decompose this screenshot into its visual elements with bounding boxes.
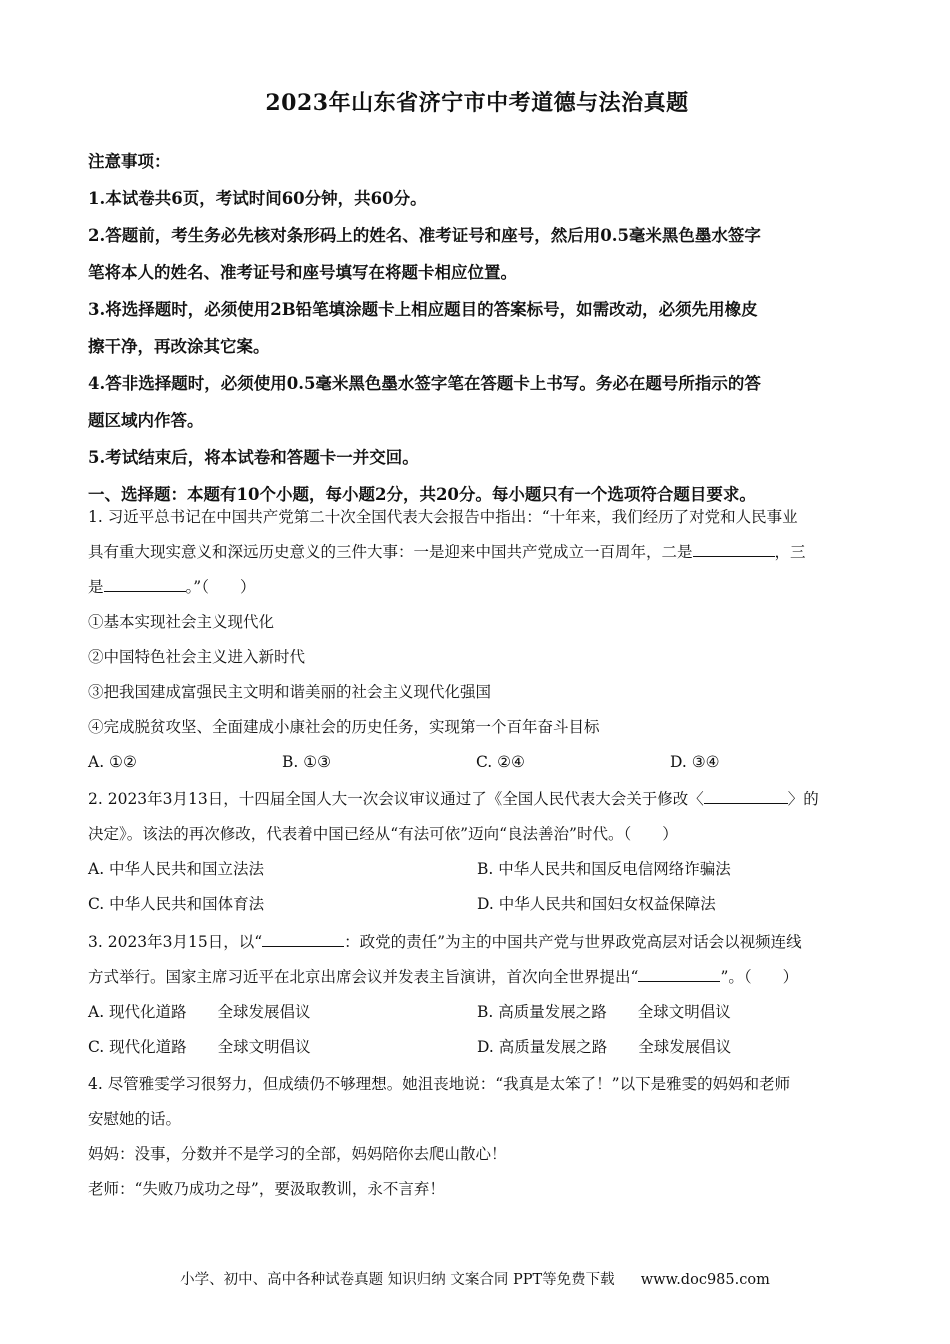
q1-statement: ④完成脱贫攻坚、全面建成小康社会的历史任务，实现第一个百年奋斗目标 (88, 718, 600, 736)
page-title: 2023年山东省济宁市中考道德与法治真题 (265, 90, 689, 116)
q1-line (88, 535, 866, 570)
q3-text: 3. 2023年3月15日，以“ (88, 933, 263, 951)
q1-text: 具有重大现实意义和深远历史意义的三件大事：一是迎来中国共产党成立一百周年，二是 (88, 543, 693, 561)
option-b: B. 中华人民共和国反电信网络诈骗法 (477, 860, 731, 878)
q4-line: 4. 尽管雅雯学习很努力，但成绩仍不够理想。她沮丧地说：“我真是太笨了！”以下是雅雯的妈妈和老师 (88, 1075, 791, 1093)
q3-options-row (88, 1030, 866, 1065)
q4-line: 老师：“失败乃成功之母”，要汲取教训，永不言弃！ (88, 1180, 445, 1198)
q1-line: 1. 习近平总书记在中国共产党第二十次全国代表大会报告中指出：“十年来，我们经历了对党和人民事业 (88, 508, 798, 526)
notes-line: 1.本试卷共6页，考试时间60分钟，共60分。 (88, 189, 427, 208)
option-a: A. 现代化道路 全球发展倡议 (88, 1003, 311, 1021)
notes-line: 3.将选择题时，必须使用2B铅笔填涂题卡上相应题目的答案标号，如需改动，必须先用橡皮 (88, 300, 758, 319)
option-d: D. ③④ (670, 753, 720, 771)
q4-line: 安慰她的话。 (88, 1110, 182, 1128)
option-c: C. ②④ (476, 753, 525, 771)
notes-line: 擦干净，再改涂其它案。 (88, 337, 270, 356)
q1-text: 是 (88, 578, 104, 596)
q3-text: 方式举行。国家主席习近平在北京出席会议并发表主旨演讲，首次向全世界提出“ (88, 968, 639, 986)
notes-line: 笔将本人的姓名、准考证号和座号填写在将题卡相应位置。 (88, 263, 517, 282)
question-4 (88, 1067, 866, 1207)
q3-line (88, 925, 866, 960)
q4-line: 妈妈：没事，分数并不是学习的全部，妈妈陪你去爬山散心！ (88, 1145, 507, 1163)
q2-text: 〉的 (787, 790, 819, 808)
q2-line: 决定》。该法的再次修改，代表着中国已经从“有法可依”迈向“良法善治”时代。（ ） (88, 825, 678, 843)
option-a: A. 中华人民共和国立法法 (88, 860, 265, 878)
answer-blank (262, 928, 344, 947)
notes-section (88, 143, 866, 513)
option-d: D. 中华人民共和国妇女权益保障法 (477, 895, 716, 913)
answer-blank (704, 785, 788, 804)
q2-text: 2. 2023年3月13日，十四届全国人大一次会议审议通过了《全国人民代表大会关于修改〈 (88, 790, 704, 808)
q1-statement: ②中国特色社会主义进入新时代 (88, 648, 306, 666)
q1-line (88, 570, 866, 605)
page-footer (0, 1268, 950, 1289)
q3-options-row (88, 995, 866, 1030)
option-c: C. 现代化道路 全球文明倡议 (88, 1038, 311, 1056)
footer-text: 小学、初中、高中各种试卷真题 知识归纳 文案合同 PPT等免费下载 (180, 1272, 615, 1288)
footer-url[interactable]: www.doc985.com (640, 1272, 770, 1288)
answer-blank (104, 573, 186, 592)
q1-text: 。”（ ） (185, 578, 256, 596)
notes-heading: 注意事项： (88, 152, 171, 171)
q1-statement: ①基本实现社会主义现代化 (88, 613, 275, 631)
question-3 (88, 925, 866, 1065)
q2-options-row (88, 852, 866, 887)
q3-text: ：政党的责任”为主的中国共产党与世界政党高层对话会以视频连线 (344, 933, 802, 951)
notes-line: 2.答题前，考生务必先核对条形码上的姓名、准考证号和座号，然后用0.5毫米黑色墨水签字 (88, 226, 761, 245)
answer-blank (693, 538, 775, 557)
option-b: B. ①③ (282, 753, 332, 771)
answer-blank (638, 963, 720, 982)
notes-line: 题区域内作答。 (88, 411, 204, 430)
notes-line: 4.答非选择题时，必须使用0.5毫米黑色墨水签字笔在答题卡上书写。务必在题号所指示的答 (88, 374, 761, 393)
option-c: C. 中华人民共和国体育法 (88, 895, 265, 913)
option-d: D. 高质量发展之路 全球发展倡议 (477, 1038, 732, 1056)
q3-text: ”。（ ） (720, 968, 799, 986)
question-1 (88, 500, 866, 780)
q1-options (88, 745, 866, 780)
q3-line (88, 960, 866, 995)
option-b: B. 高质量发展之路 全球文明倡议 (477, 1003, 731, 1021)
question-2 (88, 782, 866, 922)
section-heading: 一、选择题：本题有10个小题，每小题2分，共20分。每小题只有一个选项符合题目要求。 (88, 485, 756, 504)
q1-text: ，三 (774, 543, 806, 561)
q2-line (88, 782, 866, 817)
notes-line: 5.考试结束后，将本试卷和答题卡一并交回。 (88, 448, 419, 467)
q2-options-row (88, 887, 866, 922)
option-a: A. ①② (88, 753, 137, 771)
q1-statement: ③把我国建成富强民主文明和谐美丽的社会主义现代化强国 (88, 683, 492, 701)
